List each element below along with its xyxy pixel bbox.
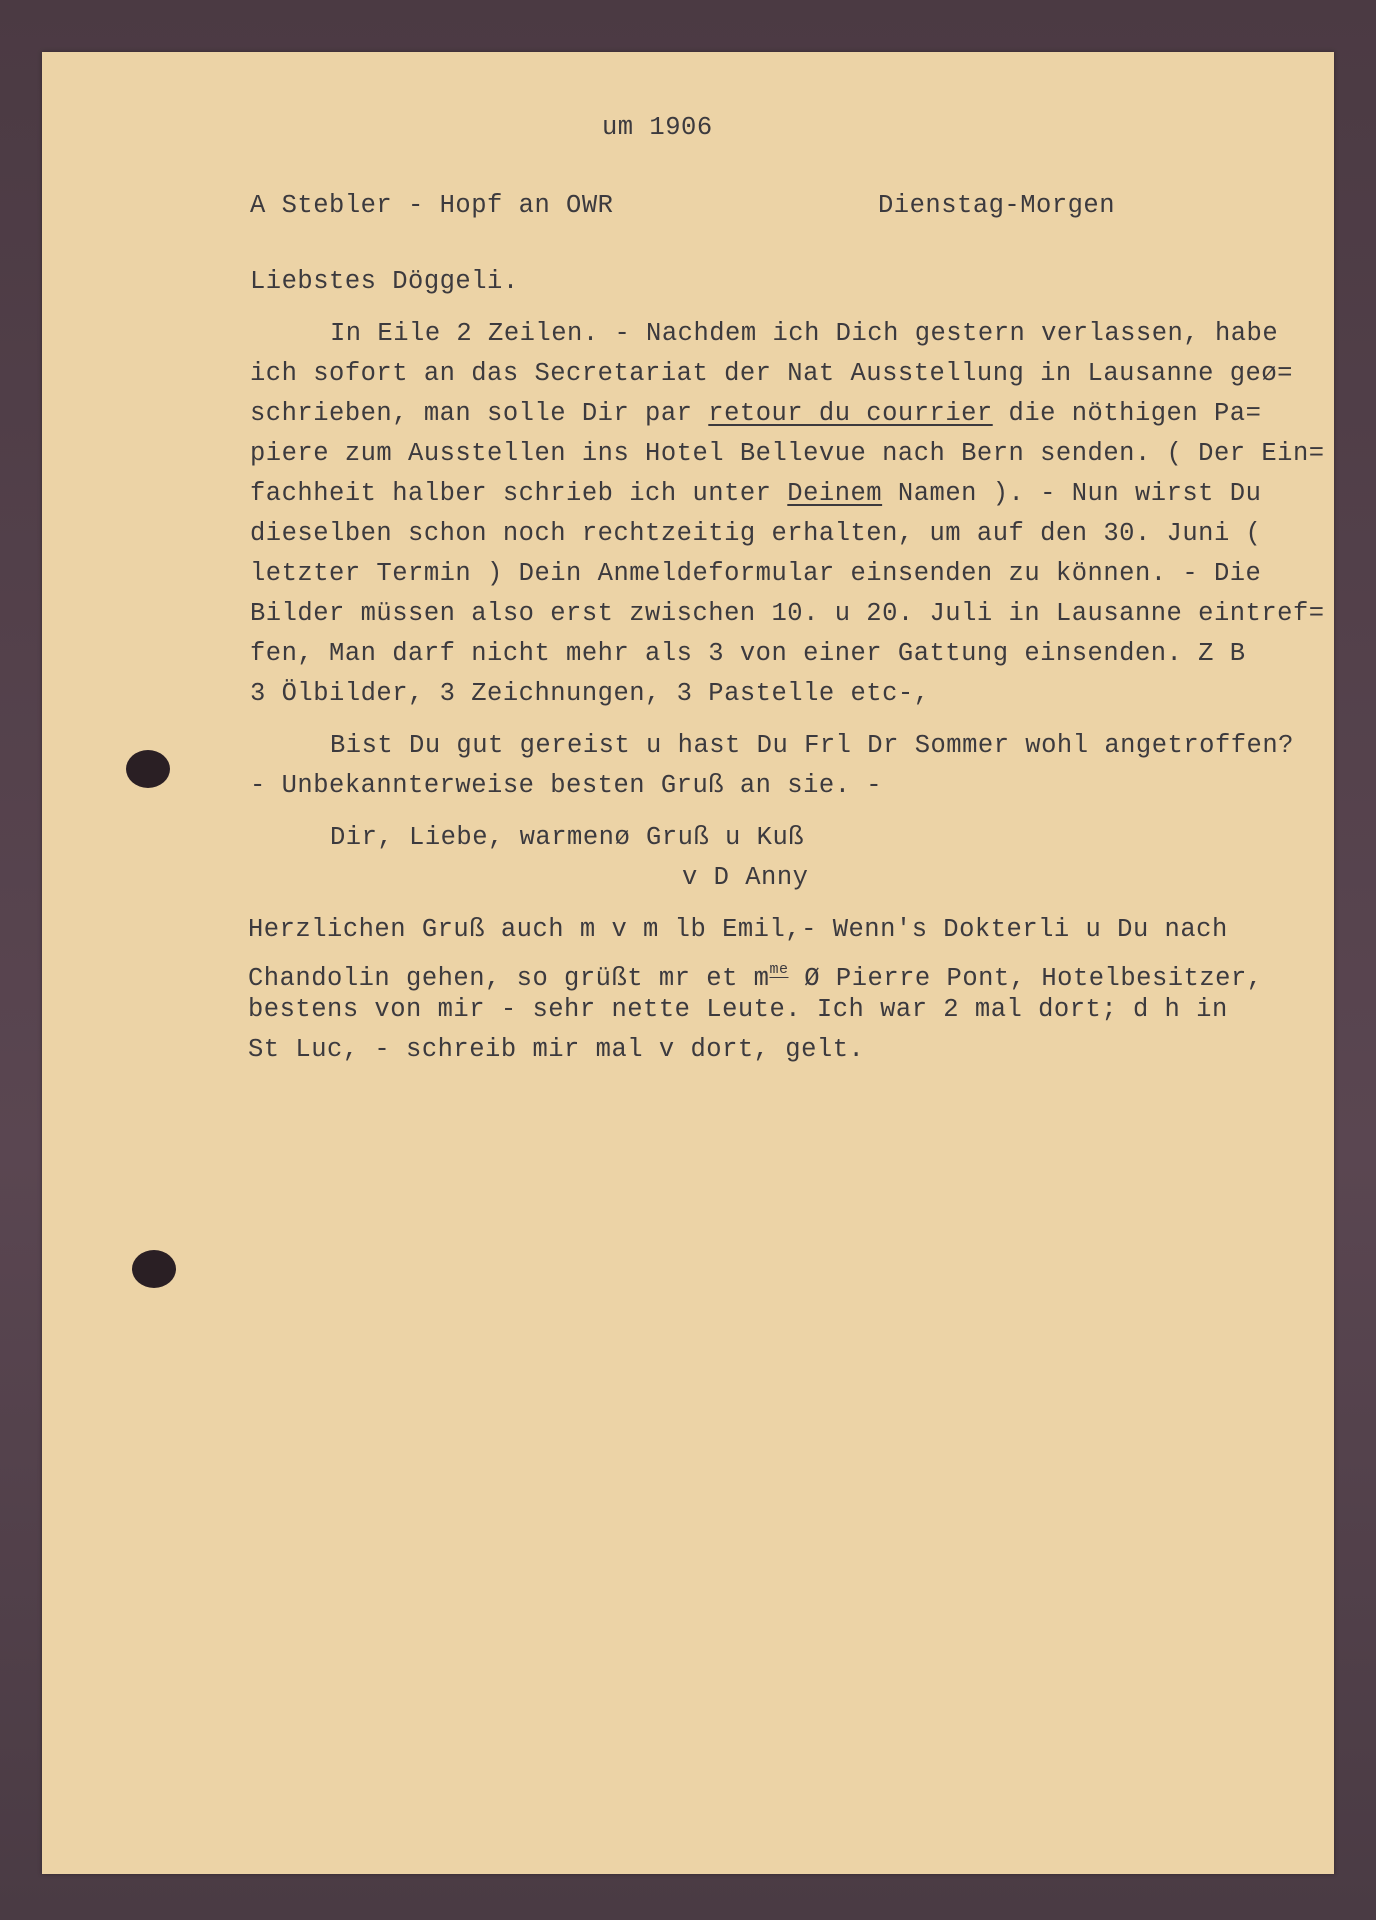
text-run: Namen ). - Nun wirst Du <box>882 479 1262 508</box>
text-run: Chandolin gehen, so grüßt mr et m <box>248 964 770 993</box>
postscript-line-3: bestens von mir - sehr nette Leute. Ich war 2 mal dort; d h in <box>248 995 1228 1024</box>
paragraph-1-line-4: piere zum Ausstellen ins Hotel Bellevue nach Bern senden. ( Der Ein= <box>250 439 1325 468</box>
paragraph-1-line-8: Bilder müssen also erst zwischen 10. u 20. Juli in Lausanne eintref= <box>250 599 1325 628</box>
postscript-line-1: Herzlichen Gruß auch m v m lb Emil,- Wenn's Dokterli u Du nach <box>248 915 1228 944</box>
date-line: um 1906 <box>602 113 713 142</box>
signature: v D Anny <box>682 863 809 892</box>
punch-hole-bottom <box>132 1250 176 1288</box>
paragraph-1-line-2: ich sofort an das Secretariat der Nat Ausstellung in Lausanne geø= <box>250 359 1293 388</box>
paragraph-1-line-3 <box>250 394 1261 434</box>
paragraph-1-line-9: fen, Man darf nicht mehr als 3 von einer Gattung einsenden. Z B <box>250 639 1246 668</box>
text-run: die nöthigen Pa= <box>992 399 1262 428</box>
closing-line: Dir, Liebe, warmenø Gruß u Kuß <box>330 823 805 852</box>
postscript-line-4: St Luc, - schreib mir mal v dort, gelt. <box>248 1035 865 1064</box>
paragraph-2-line-1: Bist Du gut gereist u hast Du Frl Dr Sommer wohl angetroffen? <box>330 731 1294 760</box>
paragraph-1-line-5 <box>250 474 1261 514</box>
paragraph-1-line-10: 3 Ölbilder, 3 Zeichnungen, 3 Pastelle etc-, <box>250 679 930 708</box>
text-run: schrieben, man solle Dir par <box>250 399 709 428</box>
paragraph-1-line-7: letzter Termin ) Dein Anmeldeformular einsenden zu können. - Die <box>250 559 1262 588</box>
underlined-word: Deinem <box>787 479 883 508</box>
paragraph-1-line-1: In Eile 2 Zeilen. - Nachdem ich Dich gestern verlassen, habe <box>330 319 1279 348</box>
punch-hole-top <box>126 750 170 788</box>
header-sender-recipient: A Stebler - Hopf an OWR <box>250 191 614 220</box>
underlined-phrase: retour du courrier <box>708 399 993 428</box>
paragraph-2-line-2: - Unbekannterweise besten Gruß an sie. - <box>250 771 883 800</box>
text-run: fachheit halber schrieb ich unter <box>250 479 788 508</box>
salutation: Liebstes Döggeli. <box>250 267 519 296</box>
superscript: me <box>769 961 789 978</box>
text-run: Ø Pierre Pont, Hotelbesitzer, <box>788 964 1263 993</box>
header-day: Dienstag-Morgen <box>878 191 1116 220</box>
letter-page <box>42 52 1334 1874</box>
paragraph-1-line-6: dieselben schon noch rechtzeitig erhalten, um auf den 30. Juni ( <box>250 519 1262 548</box>
